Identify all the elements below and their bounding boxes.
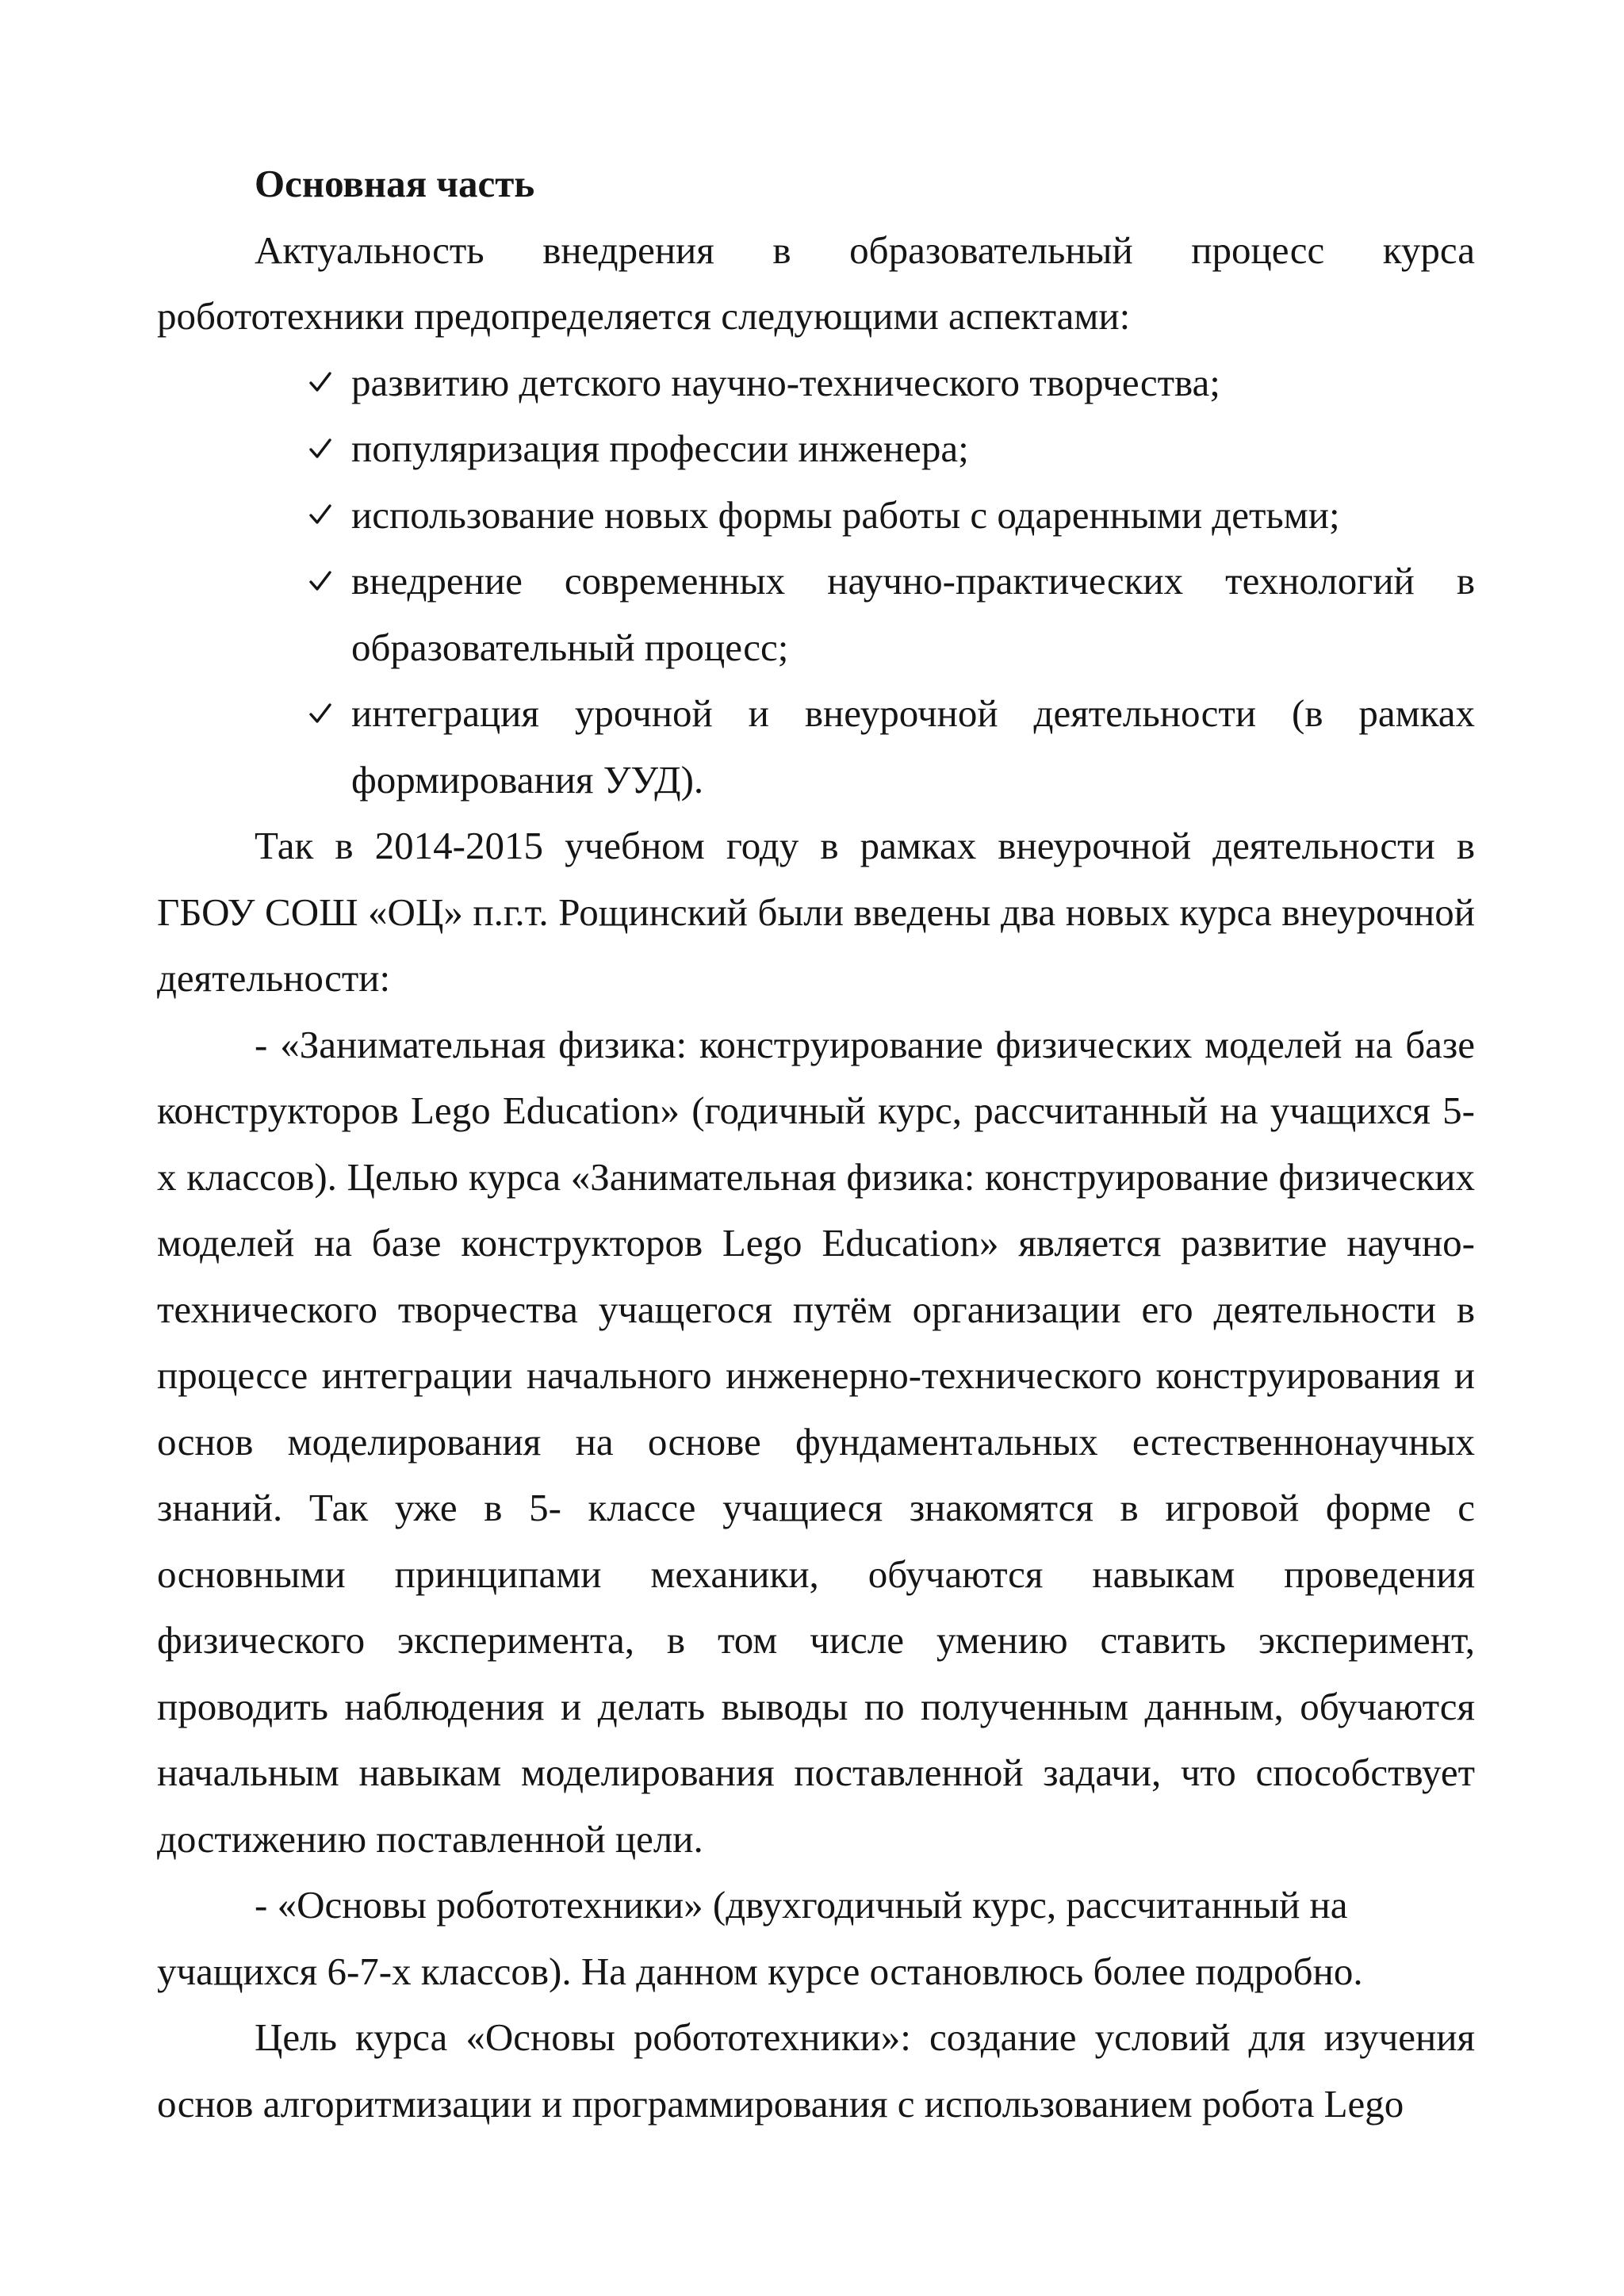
list-item-text: внедрение современных научно-практических технологий в образовательный процесс; [351,559,1475,669]
list-item-text: интеграция урочной и внеурочной деятельности (в рамках формирования УУД). [351,691,1475,802]
checkmark-icon [304,350,336,416]
document-content [157,151,1475,2137]
intro-paragraph: Актуальность внедрения в образовательный процесс курса робототехники предопределяется следующими аспектами: [157,228,1475,338]
checkmark-icon [304,548,336,614]
list-item [157,548,1475,680]
list-item-text: использование новых формы работы с одаренными детьми; [351,492,1340,537]
section-heading: Основная часть [255,162,535,205]
list-item [157,482,1475,549]
list-item [157,680,1475,813]
checkmark-icon [304,482,336,549]
checkmark-icon [304,415,336,482]
body-paragraph: Цель курса «Основы робототехники»: создание условий для изучения основ алгоритмизации и программирования с использованием робота Lego [157,2015,1475,2126]
body-paragraph: Так в 2014-2015 учебном году в рамках внеурочной деятельности в ГБОУ СОШ «ОЦ» п.г.т. Рощинский были введены два новых курса внеурочной деятельности: [157,824,1475,1000]
list-item [157,415,1475,482]
list-item-text: популяризация профессии инженера; [351,427,969,470]
body-paragraph: - «Основы робототехники» (двухгодичный курс, рассчитанный на учащихся 6-7-х классов). На данном курсе остановлюсь более подробно. [157,1883,1363,1993]
body-paragraph: - «Занимательная физика: конструирование физических моделей на базе конструкторов Lego Education» (годичный курс, рассчитанный на учащихся 5-х классов). Целью курса «Занимательная физика: конструирование физических моделей на базе конструкторов Lego Education» является развитие научно-технического творчества учащегося путём организации его деятельности в процессе интеграции начального инженерно-технического конструирования и основ моделирования на основе фундаментальных естественнонаучных знаний. Так уже в 5- классе учащиеся знакомятся в игровой форме с основными принципами механики, обучаются навыкам проведения физического эксперимента, в том числе умению ставить эксперимент, проводить наблюдения и делать выводы по полученным данным, обучаются начальным навыкам моделирования поставленной задачи, что способствует достижению поставленной цели. [157,1022,1475,1861]
list-item [157,350,1475,416]
aspects-list [157,350,1475,813]
list-item-text: развитию детского научно-технического творчества; [351,360,1220,404]
checkmark-icon [304,680,336,747]
